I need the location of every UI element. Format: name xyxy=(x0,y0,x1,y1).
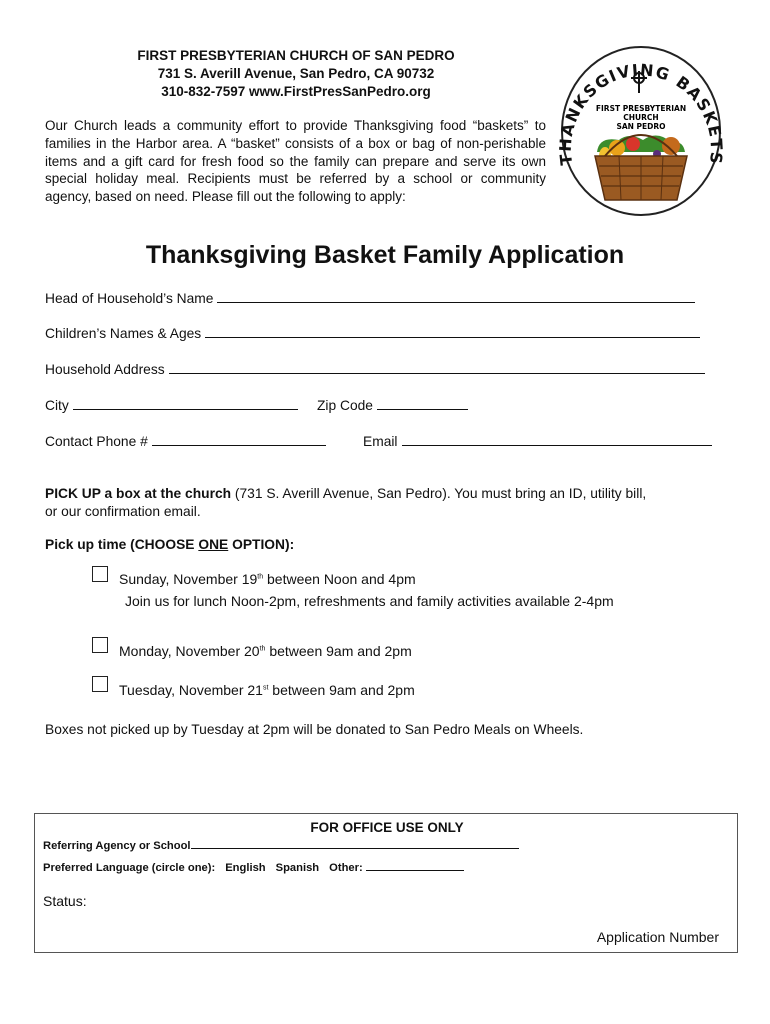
pickup-info xyxy=(45,485,745,521)
language-label: Preferred Language (circle one): xyxy=(43,862,216,874)
office-use-box xyxy=(34,813,738,953)
pickup-time-heading xyxy=(45,536,294,554)
zip-line[interactable] xyxy=(377,396,468,410)
language-other[interactable]: Other: xyxy=(329,862,363,874)
zip-label: Zip Code xyxy=(317,398,373,413)
pickup-time-post: OPTION): xyxy=(228,537,295,552)
language-other-line[interactable] xyxy=(366,860,464,871)
church-address: 731 S. Averill Avenue, San Pedro, CA 90732 xyxy=(157,66,435,81)
children-label: Children’s Names & Ages xyxy=(45,326,202,341)
basket-icon xyxy=(595,135,687,200)
application-number-label: Application Number xyxy=(596,929,719,945)
logo-line1: FIRST PRESBYTERIAN xyxy=(595,104,687,113)
phone-field[interactable] xyxy=(45,432,326,449)
intro-paragraph: Our Church leads a community effort to provide Thanksgiving food “baskets” to families in the Harbor area. A “basket” consists of a box or bag of non-perishable items and a gift card for fresh food so the family can prepare and serve its own special holiday meal. Recipients must be referred by a school or community agency, based on need. Please fill out the following to apply: xyxy=(45,118,546,205)
form-title: Thanksgiving Basket Family Application xyxy=(145,241,625,269)
logo-line2: CHURCH xyxy=(623,113,659,122)
sunday-checkbox[interactable] xyxy=(92,566,108,582)
pickup-time-one: ONE xyxy=(198,537,229,552)
church-contact: 310-832-7597 www.FirstPresSanPedro.org xyxy=(161,84,431,99)
phone-line[interactable] xyxy=(152,432,326,446)
sunday-option-note: Join us for lunch Noon-2pm, refreshments and family activities available 2-4pm xyxy=(125,593,614,609)
monday-option-label: Monday, November 20th between 9am and 2pm xyxy=(119,643,412,659)
city-label: City xyxy=(45,398,69,413)
office-title: FOR OFFICE USE ONLY xyxy=(310,820,464,835)
email-field[interactable] xyxy=(363,432,712,449)
city-line[interactable] xyxy=(73,396,298,410)
pickup-time-pre: Pick up time (CHOOSE xyxy=(45,537,199,552)
referring-agency-line[interactable] xyxy=(191,838,519,849)
head-of-household-field[interactable] xyxy=(45,289,695,306)
phone-label: Contact Phone # xyxy=(45,434,148,449)
donation-note: Boxes not picked up by Tuesday at 2pm will be donated to San Pedro Meals on Wheels. xyxy=(45,722,584,737)
language-english[interactable]: English xyxy=(225,862,266,874)
language-spanish[interactable]: Spanish xyxy=(275,862,320,874)
preferred-language-field xyxy=(43,860,464,874)
pickup-line2: or our confirmation email. xyxy=(45,504,201,519)
referring-agency-field[interactable] xyxy=(43,838,519,852)
children-field[interactable] xyxy=(45,324,700,341)
household-address-line[interactable] xyxy=(169,360,705,374)
monday-checkbox[interactable] xyxy=(92,637,108,653)
head-of-household-line[interactable] xyxy=(217,289,695,303)
tuesday-checkbox[interactable] xyxy=(92,676,108,692)
logo-line3: SAN PEDRO xyxy=(616,122,666,131)
household-address-field[interactable] xyxy=(45,360,705,377)
sunday-option-label: Sunday, November 19th between Noon and 4pm xyxy=(119,571,416,587)
head-of-household-label: Head of Household’s Name xyxy=(45,291,214,306)
referring-agency-label: Referring Agency or School xyxy=(43,840,191,852)
zip-field[interactable] xyxy=(317,396,468,413)
church-name: FIRST PRESBYTERIAN CHURCH OF SAN PEDRO xyxy=(137,48,455,63)
pickup-rest: (731 S. Averill Avenue, San Pedro). You must bring an ID, utility bill, xyxy=(231,486,647,501)
logo-arc-text: ANKSGIVING BASK xyxy=(559,60,722,139)
pickup-bold: PICK UP a box at the church xyxy=(45,486,232,501)
email-line[interactable] xyxy=(402,432,712,446)
household-address-label: Household Address xyxy=(45,362,165,377)
city-field[interactable] xyxy=(45,396,298,413)
thanksgiving-baskets-logo xyxy=(559,44,723,218)
tuesday-option-label: Tuesday, November 21st between 9am and 2pm xyxy=(119,682,415,698)
status-label: Status: xyxy=(43,893,87,909)
children-line[interactable] xyxy=(205,324,700,338)
email-label: Email xyxy=(363,434,398,449)
